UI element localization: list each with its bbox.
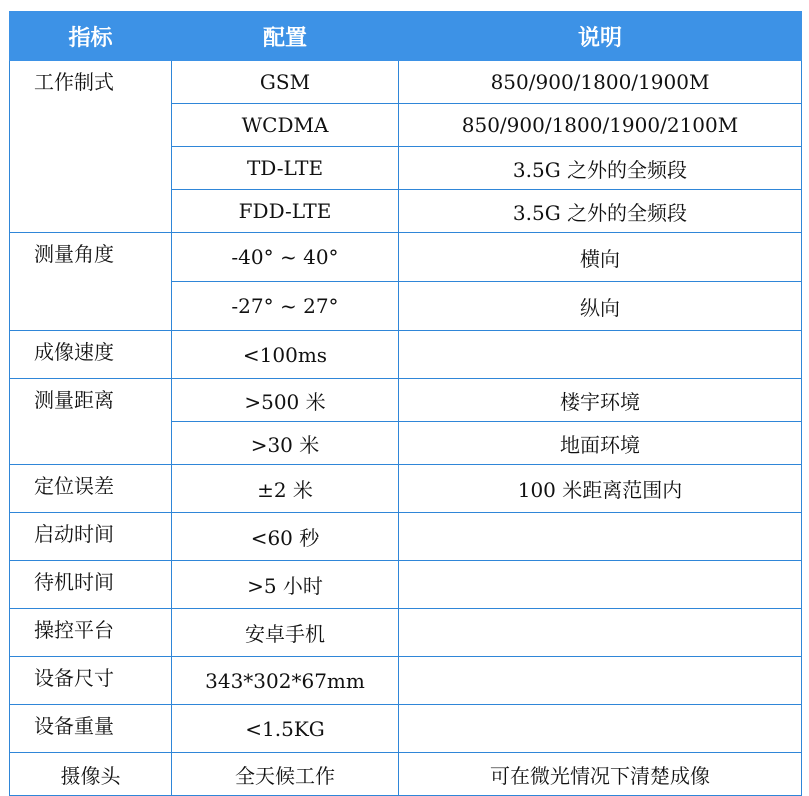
row-label-size: 设备尺寸 xyxy=(10,657,172,705)
row-label-distance: 测量距离 xyxy=(10,379,172,465)
cell-config: ±2 米 xyxy=(172,465,399,513)
table-row xyxy=(10,61,802,104)
cell-note: 100 米距离范围内 xyxy=(399,465,802,513)
cell-note xyxy=(399,513,802,561)
table-row xyxy=(10,753,802,796)
cell-config: TD-LTE xyxy=(172,147,399,190)
header-description: 说明 xyxy=(399,12,802,61)
cell-note xyxy=(399,609,802,657)
table-row xyxy=(10,465,802,513)
spec-table xyxy=(9,11,802,796)
cell-note: 楼宇环境 xyxy=(399,379,802,422)
cell-note xyxy=(399,657,802,705)
table-header-row xyxy=(10,12,802,61)
row-label-weight: 设备重量 xyxy=(10,705,172,753)
cell-config: 全天候工作 xyxy=(172,753,399,796)
cell-config: -27° ~ 27° xyxy=(172,282,399,331)
row-label-startup: 启动时间 xyxy=(10,513,172,561)
row-label-mode: 工作制式 xyxy=(10,61,172,233)
cell-note: 纵向 xyxy=(399,282,802,331)
row-label-platform: 操控平台 xyxy=(10,609,172,657)
cell-config: FDD-LTE xyxy=(172,190,399,233)
cell-config: <100ms xyxy=(172,331,399,379)
table-row xyxy=(10,331,802,379)
table-row xyxy=(10,233,802,282)
row-label-camera: 摄像头 xyxy=(10,753,172,796)
cell-config: >30 米 xyxy=(172,422,399,465)
cell-note: 横向 xyxy=(399,233,802,282)
table-row xyxy=(10,705,802,753)
cell-config: <60 秒 xyxy=(172,513,399,561)
table-row xyxy=(10,561,802,609)
row-label-standby: 待机时间 xyxy=(10,561,172,609)
cell-config: -40° ~ 40° xyxy=(172,233,399,282)
header-indicator: 指标 xyxy=(10,12,172,61)
header-config: 配置 xyxy=(172,12,399,61)
cell-config: 安卓手机 xyxy=(172,609,399,657)
cell-note: 地面环境 xyxy=(399,422,802,465)
cell-note: 3.5G 之外的全频段 xyxy=(399,190,802,233)
cell-note: 可在微光情况下清楚成像 xyxy=(399,753,802,796)
cell-note xyxy=(399,331,802,379)
cell-config: 343*302*67mm xyxy=(172,657,399,705)
table-row xyxy=(10,657,802,705)
cell-note xyxy=(399,561,802,609)
row-label-positioning: 定位误差 xyxy=(10,465,172,513)
table-row xyxy=(10,609,802,657)
row-label-imaging: 成像速度 xyxy=(10,331,172,379)
table-row xyxy=(10,513,802,561)
cell-note xyxy=(399,705,802,753)
cell-config: >5 小时 xyxy=(172,561,399,609)
cell-note: 850/900/1800/1900M xyxy=(399,61,802,104)
cell-note: 850/900/1800/1900/2100M xyxy=(399,104,802,147)
cell-config: >500 米 xyxy=(172,379,399,422)
cell-note: 3.5G 之外的全频段 xyxy=(399,147,802,190)
row-label-angle: 测量角度 xyxy=(10,233,172,331)
cell-config: <1.5KG xyxy=(172,705,399,753)
cell-config: GSM xyxy=(172,61,399,104)
cell-config: WCDMA xyxy=(172,104,399,147)
table-row xyxy=(10,379,802,422)
